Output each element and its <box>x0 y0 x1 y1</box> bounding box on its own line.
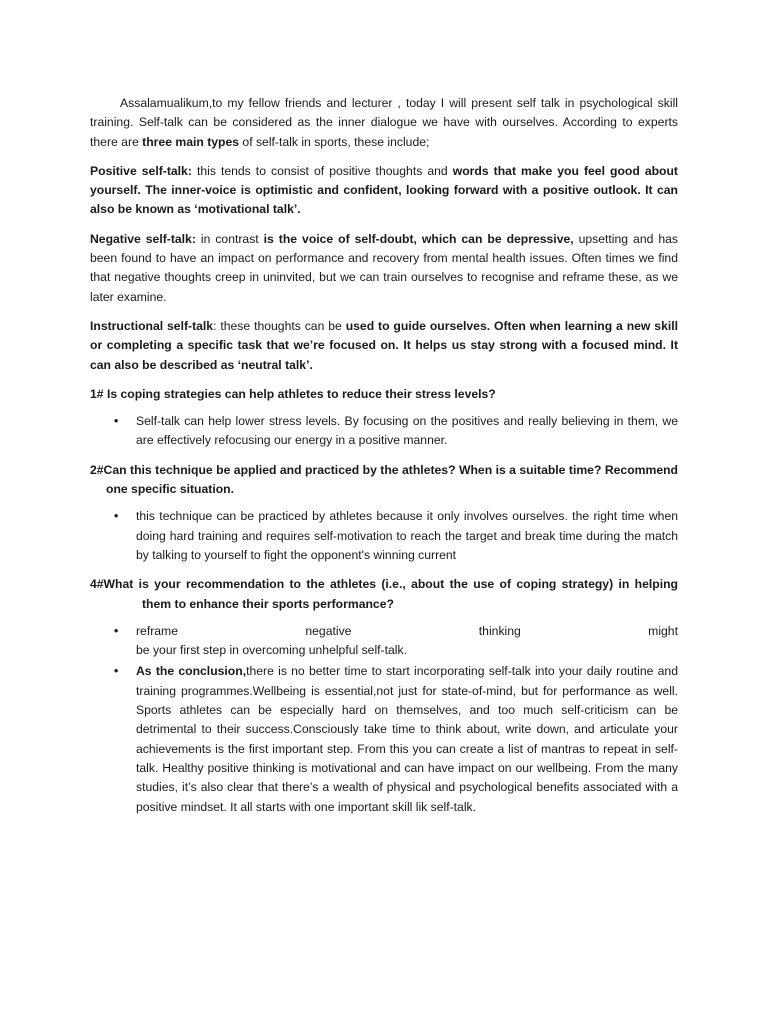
intro-bold: three main types <box>142 134 240 149</box>
question-2-answers <box>90 507 678 565</box>
list-item <box>90 622 678 661</box>
document-page <box>90 94 678 827</box>
answer-text: this technique can be practiced by athletes because it only involves ourselves. the right time when doing hard training and requires self-motivation to reach the target and break time during the match by talking to yourself to fight the opponent's winning current <box>136 509 678 562</box>
negative-text-2: upsetting and has been found to have an impact on performance and recovery from mental health issues. Often times we find that negative thoughts creep in uninvited, but we can train ourselves to recognise and reframe these, as we later examine. <box>90 231 678 304</box>
reframe-line <box>136 622 678 641</box>
instructional-text: : these thoughts can be <box>213 318 346 333</box>
reframe-rest: be your first step in overcoming unhelpful self-talk. <box>136 643 407 658</box>
negative-label: Negative self-talk: <box>90 231 196 246</box>
negative-bold: is the voice of self-doubt, which can be depressive, <box>263 231 574 246</box>
bullet-icon: • <box>114 414 119 429</box>
negative-self-talk-paragraph <box>90 230 678 307</box>
positive-text: this tends to consist of positive thoughts and <box>191 163 453 178</box>
reframe-word: thinking <box>478 623 521 638</box>
list-item <box>90 507 678 565</box>
instructional-label: Instructional self-talk <box>90 318 214 333</box>
bullet-icon: • <box>114 509 119 524</box>
positive-bold: words that make you feel good about yourself. The inner-voice is optimistic and confident, looking forward with a positive outlook. It can also be known as ‘motivational talk’. <box>90 163 678 217</box>
intro-paragraph <box>90 94 678 152</box>
question-2: 2#Can this technique be applied and practiced by the athletes? When is a suitable time? Recommend one specific situation. <box>90 462 678 497</box>
intro-text-2: of self-talk in sports, these include; <box>239 134 430 149</box>
answer-text: Self-talk can help lower stress levels. By focusing on the positives and really believing in them, we are effectively refocusing our energy in a positive manner. <box>136 414 678 448</box>
question-4-answers <box>90 622 678 817</box>
conclusion-label: As the conclusion, <box>136 664 247 679</box>
instructional-self-talk-paragraph <box>90 317 678 375</box>
question-4: 4#What is your recommendation to the athletes (i.e., about the use of coping strategy) in helping them to enhance their sports performance? <box>90 577 678 611</box>
negative-text-1: in contrast <box>195 231 264 246</box>
instructional-bold: used to guide ourselves. Often when learning a new skill or completing a specific task that we’re focused on. It helps us stay strong with a focused mind. It can also be described as ‘neutral talk’. <box>90 318 679 372</box>
list-item <box>90 412 678 451</box>
reframe-word: negative <box>305 623 352 638</box>
list-item <box>90 662 678 816</box>
reframe-word: might <box>648 623 678 638</box>
conclusion-text: there is no better time to start incorporating self-talk into your daily routine and training programmes.Wellbeing is essential,not just for state-of-mind, but for performance as well. Sports athletes can be especially hard on themselves, and too much self-criticism can be detrimental to their success.Consciously take time to think about, write down, and articulate your achievements is the first important step. From this you can create a list of mantras to repeat in self-talk. Healthy positive thinking is motivational and can have impact on our wellbeing. From the many studies, it’s also clear that there’s a wealth of physical and psychological benefits associated with a positive mindset. It all starts with one important skill lik self-talk. <box>136 664 678 814</box>
question-1-answers <box>90 412 678 451</box>
reframe-word: reframe <box>136 623 178 638</box>
bullet-icon: • <box>114 623 119 638</box>
bullet-icon: • <box>114 664 119 679</box>
positive-self-talk-paragraph <box>90 162 678 220</box>
positive-label: Positive self-talk: <box>90 163 192 178</box>
question-1: 1# Is coping strategies can help athletes to reduce their stress levels? <box>90 386 496 401</box>
intro-text-1: Assalamualikum,to my fellow friends and lecturer , today I will present self talk in psychological skill training. Self-talk can be considered as the inner dialogue we have with ourselves. According to experts there are <box>90 96 678 149</box>
